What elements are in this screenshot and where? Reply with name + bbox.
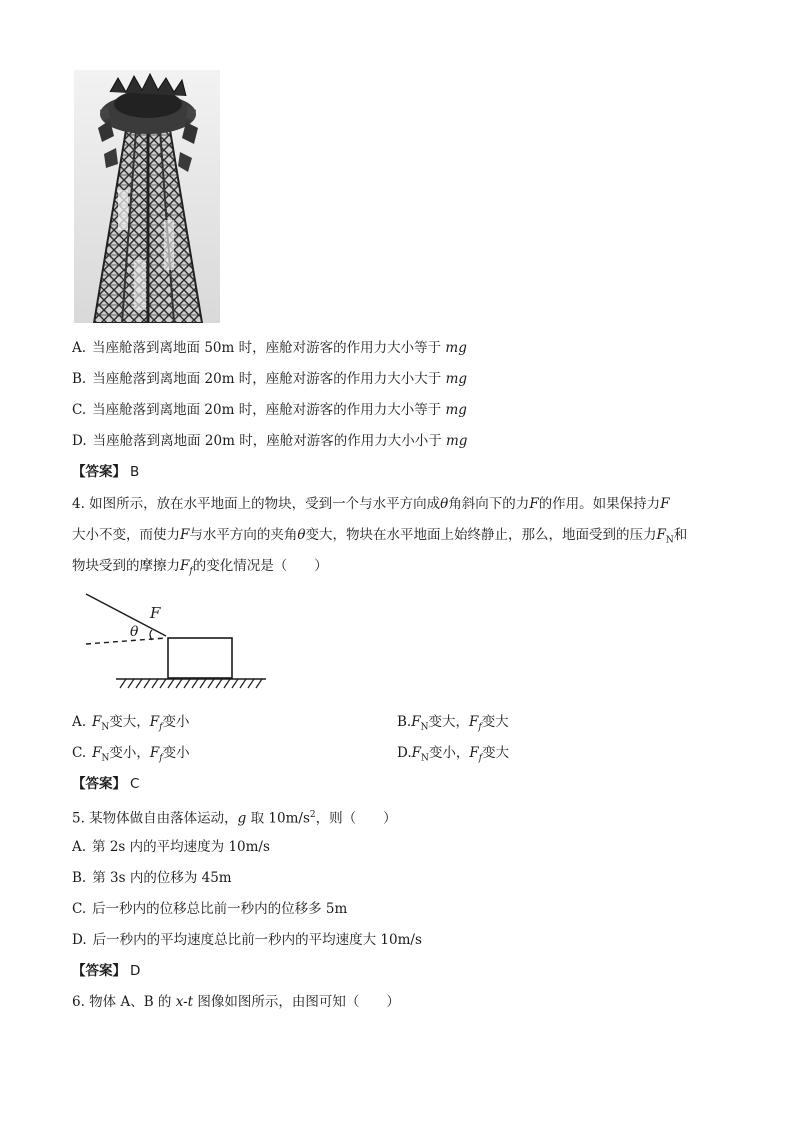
q3-option-b	[72, 369, 467, 389]
q4-stem-line1	[72, 494, 670, 514]
q3-option-d	[72, 431, 467, 451]
option-var: mg	[445, 402, 467, 418]
subscript: f	[189, 566, 193, 577]
option-text: 后一秒内的平均速度总比前一秒内的平均速度大 10m/s	[92, 932, 422, 948]
option-text: 变小	[162, 714, 190, 730]
stem-text: 6. 物体 A、B 的	[72, 994, 176, 1010]
subscript: f	[478, 722, 482, 733]
option-label: A.	[72, 839, 87, 855]
answer-tag: 【答案】	[72, 963, 126, 979]
option-label: B.	[72, 371, 87, 387]
stem-text: 大小不变，而使力	[72, 527, 180, 543]
subscript: f	[159, 753, 163, 764]
option-text: 变小	[162, 745, 190, 761]
subscript: N	[421, 753, 429, 764]
drop-tower-photo	[74, 70, 220, 323]
force-symbol: F	[92, 745, 102, 761]
q5-answer	[72, 961, 140, 981]
subscript: f	[478, 753, 483, 764]
stem-text: 5. 某物体做自由落体运动，	[72, 810, 238, 827]
answer-tag: 【答案】	[72, 776, 126, 792]
option-text: 当座舱落到离地面 20m 时，座舱对游客的作用力大小大于	[92, 371, 446, 387]
option-text: 当座舱落到离地面 20m 时，座舱对游客的作用力大小小于	[92, 433, 446, 449]
q3-answer	[72, 462, 139, 482]
force-symbol: F	[468, 714, 479, 730]
force-symbol: F	[149, 745, 160, 761]
stem-text: ，则（ ）	[315, 810, 397, 827]
superscript: 2	[309, 810, 316, 820]
subscript: N	[101, 722, 110, 733]
q4-answer	[72, 774, 139, 794]
xt-symbol: x-t	[175, 994, 194, 1010]
q3-option-c	[72, 400, 467, 420]
horizontal-dashed-line	[86, 638, 166, 644]
g-symbol: g	[237, 810, 247, 827]
stem-text: 角斜向下的力	[448, 496, 530, 512]
option-label: C.	[72, 402, 87, 418]
option-label: B.	[72, 870, 87, 886]
answer-value: C	[130, 776, 140, 792]
stem-text: 图像如图所示，由图可知（ ）	[193, 994, 400, 1010]
label-F: F	[150, 604, 161, 622]
option-var: mg	[445, 371, 468, 387]
q4-option-d	[397, 743, 509, 769]
force-symbol: F	[411, 714, 421, 730]
q5-stem	[72, 805, 397, 829]
force-symbol: F	[469, 745, 479, 761]
force-symbol: F	[180, 558, 190, 574]
option-var: mg	[446, 433, 468, 449]
option-label: C.	[72, 745, 87, 761]
stem-text: 与水平方向的夹角	[189, 527, 298, 543]
subscript: N	[665, 535, 674, 546]
stem-text: 变大，物块在水平地面上始终静止，那么，地面受到的压力	[305, 527, 657, 543]
stem-text: 的作用。如果保持力	[538, 496, 661, 512]
option-text: 变大，	[428, 714, 469, 730]
force-symbol: F	[656, 527, 666, 543]
label-theta: θ	[130, 624, 139, 640]
option-text: 变小，	[428, 745, 470, 761]
force-symbol: F	[529, 496, 539, 512]
answer-value: B	[130, 464, 140, 480]
option-label: C.	[72, 901, 87, 917]
force-symbol: F	[411, 745, 422, 761]
subscript: N	[101, 753, 110, 764]
option-text: 第 2s 内的平均速度为 10m/s	[92, 839, 270, 855]
option-var: mg	[445, 340, 467, 356]
stem-text: 4. 如图所示，放在水平地面上的物块，受到一个与水平方向成	[72, 496, 441, 512]
stem-text: 的变化情况是（ ）	[192, 558, 328, 574]
q3-option-a	[72, 338, 467, 358]
option-text: 变小，	[109, 745, 150, 761]
q4-stem-line2	[72, 525, 687, 551]
ground-hatching	[120, 679, 262, 688]
q6-stem	[72, 992, 400, 1012]
stem-text: 和	[673, 527, 688, 543]
subscript: N	[420, 722, 429, 733]
q4-option-a	[72, 712, 190, 738]
q4-stem-line3	[72, 556, 328, 582]
option-text: 当座舱落到离地面 50m 时，座舱对游客的作用力大小等于	[92, 340, 446, 356]
q5-option-b	[72, 868, 232, 888]
force-symbol: F	[180, 527, 190, 543]
option-label: B.	[397, 714, 412, 730]
block	[168, 638, 232, 678]
q5-option-c	[72, 899, 347, 919]
answer-tag: 【答案】	[72, 464, 126, 480]
stem-text: 物块受到的摩擦力	[72, 558, 180, 574]
option-label: D.	[397, 745, 412, 761]
stem-text: 取 10m/s	[246, 810, 310, 827]
theta-symbol: θ	[297, 527, 306, 543]
theta-symbol: θ	[440, 496, 449, 512]
option-text: 第 3s 内的位移为 45m	[92, 870, 232, 886]
q5-option-d	[72, 930, 422, 950]
option-text: 当座舱落到离地面 20m 时，座舱对游客的作用力大小等于	[92, 402, 446, 418]
force-symbol: F	[92, 714, 102, 730]
force-diagram	[80, 592, 270, 697]
answer-value: D	[130, 963, 141, 979]
subscript: f	[159, 722, 163, 733]
option-text: 后一秒内的位移总比前一秒内的位移多 5m	[92, 901, 348, 917]
option-label: D.	[72, 433, 87, 449]
option-label: A.	[72, 714, 87, 730]
option-text: 变大	[481, 714, 509, 730]
force-symbol: F	[660, 496, 670, 512]
option-label: D.	[72, 932, 87, 948]
option-text: 变大，	[109, 714, 150, 730]
option-label: A.	[72, 340, 87, 356]
q4-option-c	[72, 743, 190, 769]
q4-option-b	[397, 712, 509, 738]
option-text: 变大	[482, 745, 510, 761]
force-symbol: F	[149, 714, 160, 730]
q5-option-a	[72, 837, 270, 857]
